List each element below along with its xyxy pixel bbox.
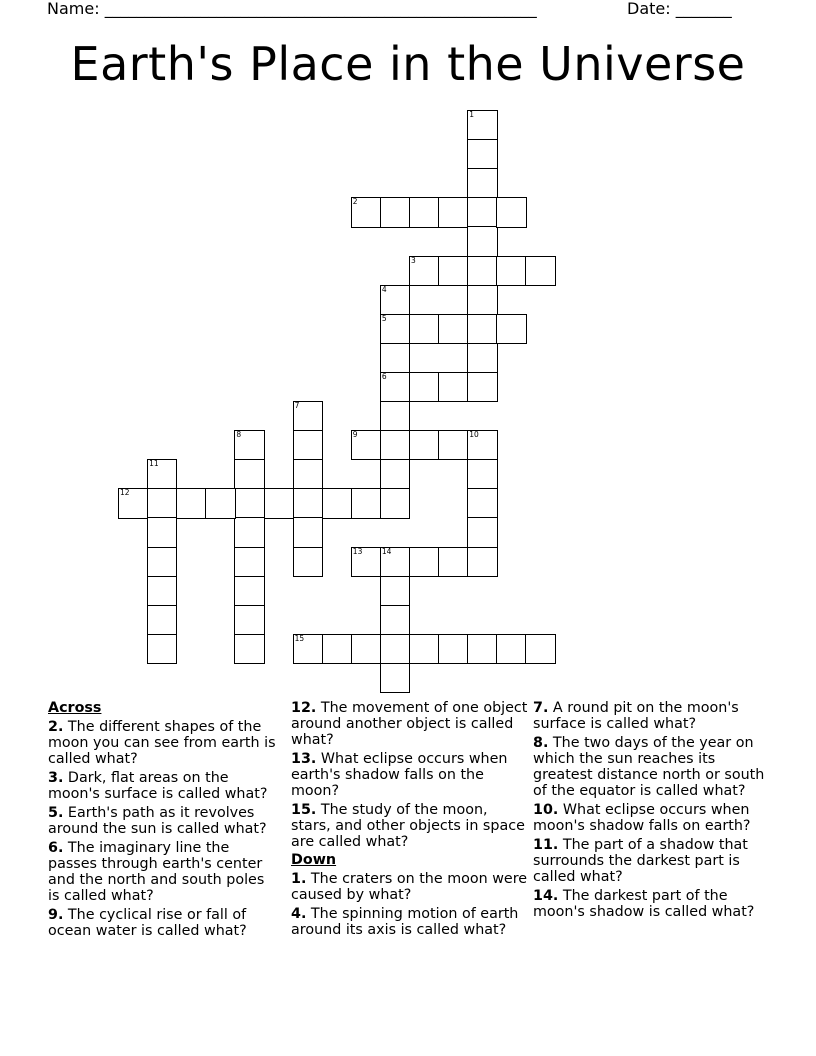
- grid-cell[interactable]: [147, 547, 177, 577]
- clue-text: The spinning motion of earth around its axis is called what?: [291, 906, 519, 938]
- clue-across-12: [291, 700, 529, 748]
- clue-number: 10.: [533, 802, 559, 818]
- clue-number-label: 6: [381, 371, 387, 381]
- grid-cell[interactable]: [234, 634, 264, 664]
- grid-cell[interactable]: [467, 488, 497, 518]
- grid-cell[interactable]: [467, 197, 497, 227]
- grid-cell[interactable]: [380, 314, 410, 344]
- clues-column-2: [291, 700, 529, 941]
- clue-number: 14.: [533, 888, 559, 904]
- clue-number: 15.: [291, 802, 317, 818]
- clue-across-9: [48, 907, 280, 939]
- clue-number: 7.: [533, 700, 549, 716]
- grid-cell[interactable]: [351, 634, 381, 664]
- clue-number: 6.: [48, 840, 64, 856]
- clue-number-label: 13: [352, 546, 363, 556]
- grid-cell[interactable]: [467, 139, 497, 169]
- grid-cell[interactable]: [525, 256, 555, 286]
- clue-text: What eclipse occurs when earth's shadow falls on the moon?: [291, 751, 508, 799]
- clue-text: Earth's path as it revolves around the sun is called what?: [48, 805, 267, 837]
- clue-number-label: 15: [294, 633, 305, 643]
- clue-number: 3.: [48, 770, 64, 786]
- clue-number-label: 14: [381, 546, 392, 556]
- grid-cell[interactable]: [234, 547, 264, 577]
- grid-cell[interactable]: [380, 343, 410, 373]
- clue-number-label: 4: [381, 284, 387, 294]
- grid-cell[interactable]: [380, 459, 410, 489]
- grid-cell[interactable]: [467, 547, 497, 577]
- clue-text: The movement of one object around another object is called what?: [291, 700, 528, 748]
- grid-cell[interactable]: [380, 401, 410, 431]
- clue-text: The different shapes of the moon you can see from earth is called what?: [48, 719, 276, 767]
- page-title: Earth's Place in the Universe: [70, 37, 746, 91]
- grid-cell[interactable]: [496, 197, 526, 227]
- grid-cell[interactable]: [380, 576, 410, 606]
- grid-cell[interactable]: [147, 517, 177, 547]
- grid-cell[interactable]: [380, 663, 410, 693]
- grid-cell[interactable]: [147, 459, 177, 489]
- grid-cell[interactable]: [525, 634, 555, 664]
- grid-cell[interactable]: [438, 314, 468, 344]
- grid-cell[interactable]: [467, 285, 497, 315]
- grid-cell[interactable]: [293, 517, 323, 547]
- grid-cell[interactable]: [176, 488, 206, 518]
- clue-text: The craters on the moon were caused by what?: [291, 871, 528, 903]
- clue-number: 9.: [48, 907, 64, 923]
- clue-down-11: [533, 837, 767, 885]
- grid-cell[interactable]: [438, 634, 468, 664]
- grid-cell[interactable]: [467, 430, 497, 460]
- grid-cell[interactable]: [380, 488, 410, 518]
- across-heading: Across: [48, 700, 102, 716]
- grid-cell[interactable]: [438, 372, 468, 402]
- clue-text: The study of the moon, stars, and other objects in space are called what?: [291, 802, 525, 850]
- clue-text: The cyclical rise or fall of ocean water is called what?: [48, 907, 247, 939]
- grid-cell[interactable]: [496, 256, 526, 286]
- name-blank[interactable]: ______________________________________________________: [104, 0, 537, 18]
- grid-cell[interactable]: [409, 634, 439, 664]
- clue-number: 5.: [48, 805, 64, 821]
- grid-cell[interactable]: [467, 314, 497, 344]
- clue-number-label: 2: [352, 197, 358, 207]
- clue-text: The part of a shadow that surrounds the darkest part is called what?: [533, 837, 748, 885]
- grid-cell[interactable]: [409, 314, 439, 344]
- grid-cell[interactable]: [351, 547, 381, 577]
- clue-number-label: 12: [120, 488, 130, 498]
- grid-cell[interactable]: [467, 110, 497, 140]
- clue-across-5: [48, 805, 280, 837]
- grid-cell[interactable]: [322, 634, 352, 664]
- grid-cell[interactable]: [496, 314, 526, 344]
- grid-cell[interactable]: [380, 605, 410, 635]
- grid-cell[interactable]: [438, 256, 468, 286]
- clue-number: 11.: [533, 837, 559, 853]
- clue-number-label: 10: [469, 430, 479, 440]
- grid-cell[interactable]: [234, 488, 264, 518]
- grid-cell[interactable]: [380, 372, 410, 402]
- clue-number: 2.: [48, 719, 64, 735]
- grid-cell[interactable]: [467, 343, 497, 373]
- grid-cell[interactable]: [351, 197, 381, 227]
- clue-number-label: 3: [411, 255, 416, 265]
- clue-number: 1.: [291, 871, 307, 887]
- grid-cell[interactable]: [409, 430, 439, 460]
- grid-cell[interactable]: [351, 430, 381, 460]
- grid-cell[interactable]: [380, 197, 410, 227]
- down-heading: Down: [291, 852, 337, 868]
- grid-cell[interactable]: [234, 576, 264, 606]
- grid-cell[interactable]: [467, 168, 497, 198]
- clue-down-8: [533, 735, 767, 799]
- clue-text: The two days of the year on which the sun reaches its greatest distance north or south of the equator is called what?: [533, 735, 765, 799]
- grid-cell[interactable]: [293, 401, 323, 431]
- clue-text: Dark, flat areas on the moon's surface is called what?: [48, 770, 268, 802]
- clue-number-label: 8: [236, 430, 242, 440]
- clue-across-3: [48, 770, 280, 802]
- grid-cell[interactable]: [438, 430, 468, 460]
- clues-column-3: [533, 700, 767, 923]
- grid-cell[interactable]: [467, 517, 497, 547]
- clue-across-6: [48, 840, 280, 904]
- grid-cell[interactable]: [467, 634, 497, 664]
- clue-number-label: 1: [469, 110, 474, 119]
- clue-number-label: 9: [352, 430, 358, 440]
- grid-cell[interactable]: [380, 634, 410, 664]
- grid-cell[interactable]: [234, 517, 264, 547]
- grid-cell[interactable]: [293, 488, 323, 518]
- grid-cell[interactable]: [322, 488, 352, 518]
- grid-cell[interactable]: [409, 256, 439, 286]
- grid-cell[interactable]: [409, 547, 439, 577]
- grid-cell[interactable]: [467, 372, 497, 402]
- clue-number-label: 11: [149, 459, 159, 469]
- grid-cell[interactable]: [234, 459, 264, 489]
- grid-cell[interactable]: [234, 430, 264, 460]
- clue-text: The imaginary line the passes through earth's center and the north and south poles is called what?: [48, 840, 265, 904]
- clue-across-2: [48, 719, 280, 767]
- grid-cell[interactable]: [118, 488, 148, 518]
- clue-down-14: [533, 888, 767, 920]
- grid-cell[interactable]: [205, 488, 235, 518]
- grid-cell[interactable]: [409, 372, 439, 402]
- clue-number: 13.: [291, 751, 317, 767]
- clue-down-7: [533, 700, 767, 732]
- clue-number-label: 5: [381, 313, 387, 323]
- date-label: Date:: [627, 0, 671, 18]
- grid-cell[interactable]: [409, 197, 439, 227]
- date-blank[interactable]: _______: [675, 0, 732, 18]
- grid-cell[interactable]: [496, 634, 526, 664]
- clue-number: 8.: [533, 735, 549, 751]
- clue-down-4: [291, 906, 529, 938]
- grid-cell[interactable]: [438, 547, 468, 577]
- clue-number: 4.: [291, 906, 307, 922]
- clues-column-1: [48, 700, 280, 942]
- name-label: Name:: [47, 0, 100, 18]
- clue-down-1: [291, 871, 529, 903]
- clue-number-label: 7: [294, 401, 300, 410]
- grid-cell[interactable]: [264, 488, 294, 518]
- grid-cell[interactable]: [147, 605, 177, 635]
- grid-cell[interactable]: [467, 226, 497, 256]
- grid-cell[interactable]: [351, 488, 381, 518]
- grid-cell[interactable]: [293, 634, 323, 664]
- grid-cell[interactable]: [147, 576, 177, 606]
- grid-cell[interactable]: [380, 430, 410, 460]
- clue-down-10: [533, 802, 767, 834]
- grid-cell[interactable]: [293, 430, 323, 460]
- clue-text: A round pit on the moon's surface is called what?: [533, 700, 739, 732]
- grid-cell[interactable]: [147, 488, 177, 518]
- grid-cell[interactable]: [234, 605, 264, 635]
- clue-text: What eclipse occurs when moon's shadow falls on earth?: [533, 802, 751, 834]
- grid-cell[interactable]: [438, 197, 468, 227]
- clue-number: 12.: [291, 700, 317, 716]
- grid-cell[interactable]: [467, 459, 497, 489]
- grid-cell[interactable]: [467, 256, 497, 286]
- grid-cell[interactable]: [293, 459, 323, 489]
- clue-across-15: [291, 802, 529, 850]
- clue-across-13: [291, 751, 529, 799]
- grid-cell[interactable]: [293, 547, 323, 577]
- grid-cell[interactable]: [380, 285, 410, 315]
- grid-cell[interactable]: [380, 547, 410, 577]
- clue-text: The darkest part of the moon's shadow is called what?: [533, 888, 755, 920]
- grid-cell[interactable]: [147, 634, 177, 664]
